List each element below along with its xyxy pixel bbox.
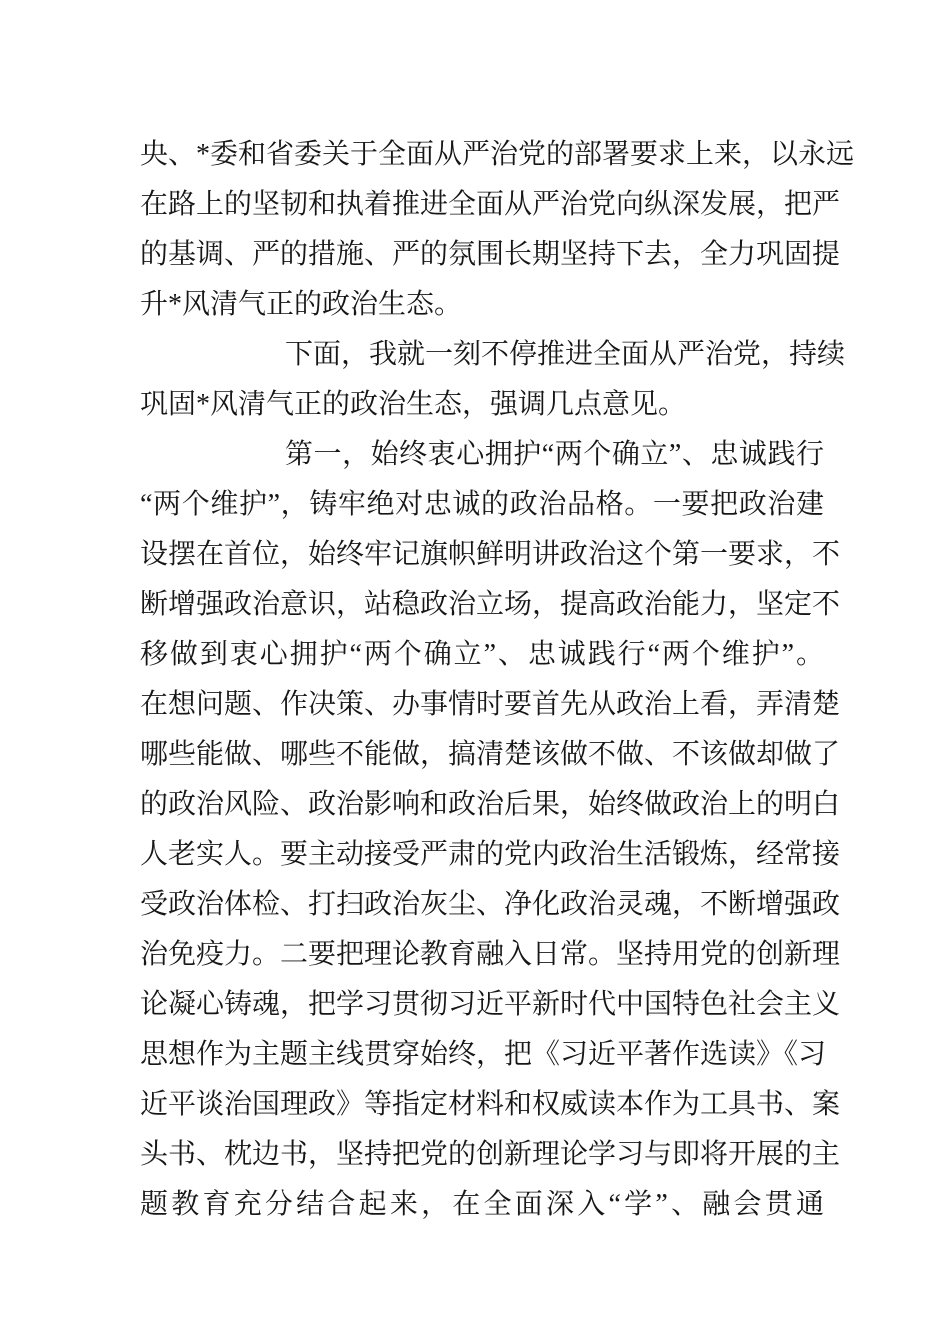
text-line: 的政治风险、政治影响和政治后果，始终做政治上的明白 bbox=[140, 789, 841, 820]
text-line: 设摆在首位，始终牢记旗帜鲜明讲政治这个第一要求，不 bbox=[140, 539, 841, 570]
document-text-block bbox=[140, 130, 855, 1230]
text-line: 断增强政治意识，站稳政治立场，提高政治能力，坚定不 bbox=[140, 589, 841, 620]
text-line: 论凝心铸魂，把学习贯彻习近平新时代中国特色社会主义 bbox=[140, 989, 841, 1020]
text-line: 在路上的坚韧和执着推进全面从严治党向纵深发展，把严 bbox=[140, 189, 841, 220]
text-line: 头书、枕边书，坚持把党的创新理论学习与即将开展的主 bbox=[140, 1139, 841, 1170]
text-line: 升*风清气正的政治生态。 bbox=[140, 289, 463, 320]
text-line: 人老实人。要主动接受严肃的党内政治生活锻炼，经常接 bbox=[140, 839, 841, 870]
text-line: 题教育充分结合起来，在全面深入“学”、融会贯通 bbox=[140, 1189, 824, 1220]
text-line: 央、*委和省委关于全面从严治党的部署要求上来，以永远 bbox=[140, 139, 855, 170]
text-line: “两个维护”，铸牢绝对忠诚的政治品格。一要把政治建 bbox=[140, 489, 824, 520]
text-line: 移做到衷心拥护“两个确立”、忠诚践行“两个维护”。 bbox=[140, 639, 824, 670]
text-line: 思想作为主题主线贯穿始终，把《习近平著作选读》《习 bbox=[140, 1039, 827, 1070]
text-line: 的基调、严的措施、严的氛围长期坚持下去，全力巩固提 bbox=[140, 239, 841, 270]
text-line: 治免疫力。二要把理论教育融入日常。坚持用党的创新理 bbox=[140, 939, 841, 970]
text-line: 哪些能做、哪些不能做，搞清楚该做不做、不该做却做了 bbox=[140, 739, 841, 770]
text-line: 下面，我就一刻不停推进全面从严治党，持续 bbox=[285, 339, 846, 370]
text-line: 第一，始终衷心拥护“两个确立”、忠诚践行 bbox=[285, 439, 824, 470]
text-line: 巩固*风清气正的政治生态，强调几点意见。 bbox=[140, 389, 687, 420]
text-line: 在想问题、作决策、办事情时要首先从政治上看，弄清楚 bbox=[140, 689, 841, 720]
text-line: 受政治体检、打扫政治灰尘、净化政治灵魂，不断增强政 bbox=[140, 889, 841, 920]
text-line: 近平谈治国理政》等指定材料和权威读本作为工具书、案 bbox=[140, 1089, 841, 1120]
